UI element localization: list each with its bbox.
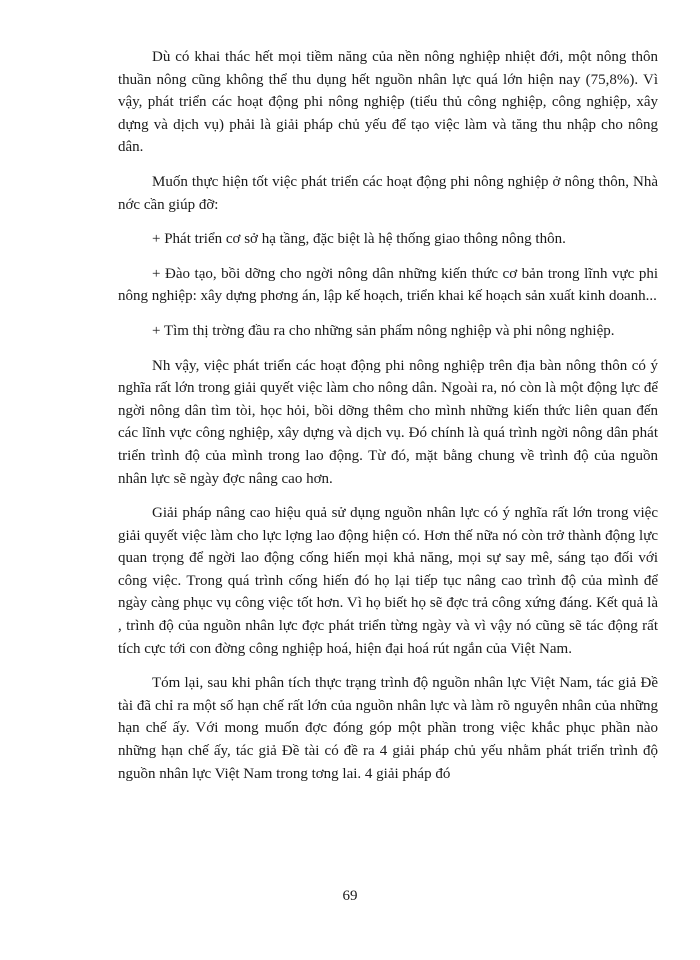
document-body: [118, 46, 658, 797]
page-number: 69: [342, 888, 358, 904]
paragraph-1: Dù có khai thác hết mọi tiềm năng của nền nông nghiệp nhiệt đới, một nông thôn thuần nông cũng không thể thu dụng hết nguồn nhân lực quá lớn hiện nay (75,8%). Vì vậy, phát triển các hoạt động phi nông nghiệp (tiểu thủ công nghiệp, công nghiệp, xây dựng và dịch vụ) phải là giải pháp chủ yếu để tạo việc làm và tăng thu nhập cho nông dân.: [118, 49, 658, 156]
paragraph-4-bullet: + Đào tạo, bồi dỡng cho ngời nông dân những kiến thức cơ bản trong lĩnh vực phi nông nghiệp: xây dựng phơng án, lập kế hoạch, triển khai kế hoạch sản xuất kinh doanh...: [118, 265, 658, 305]
paragraph-6: Nh vậy, việc phát triển các hoạt động phi nông nghiệp trên địa bàn nông thôn có ý nghĩa rất lớn trong giải quyết việc làm cho nông dân. Ngoài ra, nó còn là một động lực để ngời nông dân tìm tòi, học hỏi, bồi dỡng thêm cho mình những kiến thức liên quan đến các lĩnh vực công nghiệp, xây dựng và dịch vụ. Đó chính là quá trình ngời nông dân phát triển trình độ của mình trong lao động. Từ đó, mặt bằng chung về trình độ của nguồn nhân lực sẽ ngày đợc nâng cao hơn.: [118, 357, 658, 487]
paragraph-3-bullet: + Phát triển cơ sở hạ tầng, đặc biệt là hệ thống giao thông nông thôn.: [152, 231, 566, 248]
paragraph-2: Muốn thực hiện tốt việc phát triển các hoạt động phi nông nghiệp ở nông thôn, Nhà nớc cần giúp đỡ:: [118, 173, 658, 213]
paragraph-8: Tóm lại, sau khi phân tích thực trạng trình độ nguồn nhân lực Việt Nam, tác giả Đề tài đã chỉ ra một số hạn chế rất lớn của nguồn nhân lực và làm rõ nguyên nhân của những hạn chế ấy. Với mong muốn đợc đóng góp một phần trong việc khắc phục phần nào những hạn chế ấy, tác giả Đề tài có đề ra 4 giải pháp chủ yếu nhằm phát triển trình độ nguồn nhân lực Việt Nam trong tơng lai. 4 giải pháp đó: [118, 675, 658, 782]
paragraph-7: Giải pháp nâng cao hiệu quả sử dụng nguồn nhân lực có ý nghĩa rất lớn trong việc giải quyết việc làm cho lực lợng lao động hiện có. Hơn thế nữa nó còn trở thành động lực quan trọng để ngời lao động cống hiến mọi khả năng, mọi sự say mê, sáng tạo đối với công việc. Trong quá trình cống hiến đó họ lại tiếp tục nâng cao trình độ của mình để ngày càng phục vụ công việc tốt hơn. Vì họ biết họ sẽ đợc trả công xứng đáng. Kết quả là , trình độ của nguồn nhân lực đợc phát triển từng ngày và vì vậy nó cũng sẽ tác động rất tích cực tới con đờng công nghiệp hoá, hiện đại hoá rút ngắn của Việt Nam.: [118, 505, 658, 657]
paragraph-5-bullet: + Tìm thị trờng đầu ra cho những sản phẩm nông nghiệp và phi nông nghiệp.: [152, 322, 615, 339]
